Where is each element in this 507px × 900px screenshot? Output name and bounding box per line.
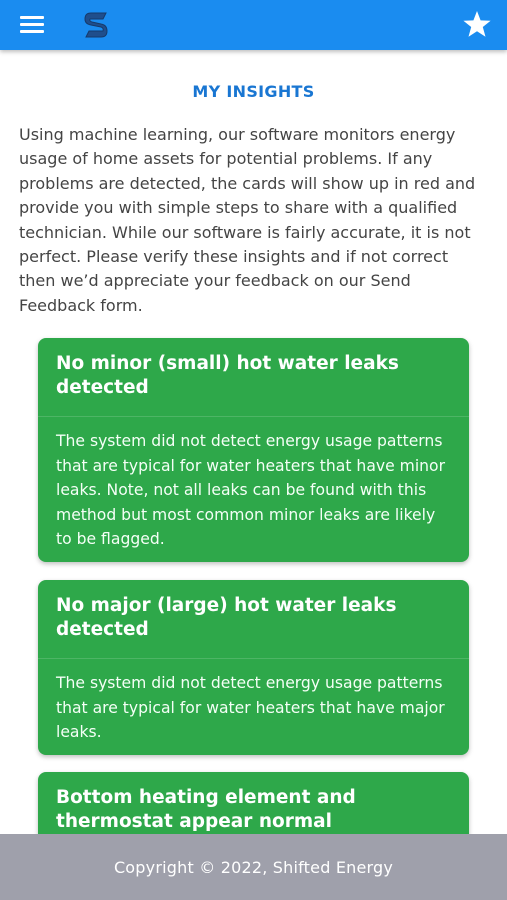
card-title: Bottom heating element and thermostat appear normal — [56, 787, 356, 832]
intro-text: Using machine learning, our software monitors energy usage of home assets for potential problems. If any problems are detected, the cards will show up in red and provide you with simple steps to share with a qualified technician. While our software is fairly accurate, it is not perfect. Please verify these insights and if not correct then we’d appreciate your feedback on our Send Feedback form. — [19, 125, 476, 315]
insight-card-minor-leaks[interactable] — [38, 338, 469, 562]
star-icon — [462, 10, 492, 38]
favorite-button[interactable] — [462, 10, 494, 40]
insight-card-heating-element[interactable] — [38, 772, 469, 834]
top-app-bar — [0, 0, 507, 50]
copyright-text: Copyright © 2022, Shifted Energy — [113, 857, 394, 877]
page-title: MY INSIGHTS — [192, 82, 315, 101]
menu-button[interactable] — [14, 11, 50, 39]
card-body: The system did not detect energy usage patterns that are typical for water heaters that have major leaks. — [56, 674, 445, 742]
card-body: The system did not detect energy usage patterns that are typical for water heaters that have minor leaks. Note, not all leaks can be found with this method but most common minor leaks are likely to be flagged. — [56, 432, 446, 549]
card-title: No minor (small) hot water leaks detected — [56, 353, 399, 398]
card-title: No major (large) hot water leaks detected — [56, 595, 397, 640]
shifted-energy-logo-icon — [82, 10, 110, 42]
insights-content[interactable] — [0, 50, 507, 834]
footer — [0, 834, 507, 900]
insight-card-major-leaks[interactable] — [38, 580, 469, 755]
